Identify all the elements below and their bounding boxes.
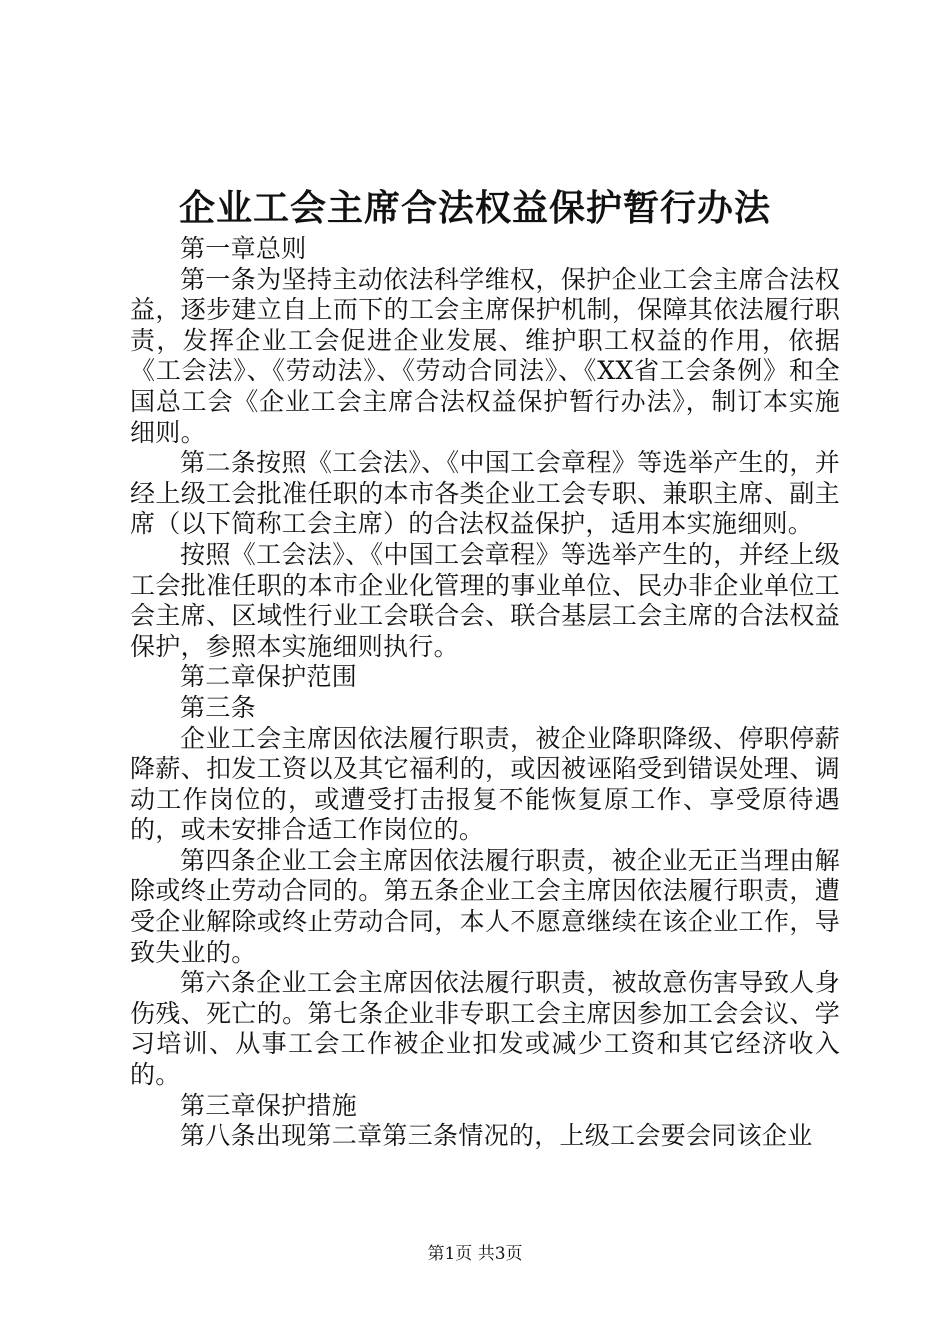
body-paragraph: 按照《工会法》、《中国工会章程》等选举产生的，并经上级工会批准任职的本市企业化管理的事业单位、民办非企业单位工会主席、区域性行业工会联合会、联合基层工会主席的合法权益保护，参照本实施细则执行。 [130,539,840,661]
page-footer: 第1页 共3页 [427,1244,523,1264]
body-paragraph: 第二条按照《工会法》、《中国工会章程》等选举产生的，并经上级工会批准任职的本市各类企业工会专职、兼职主席、副主席（以下简称工会主席）的合法权益保护，适用本实施细则。 [130,448,840,539]
document-body [130,234,840,1152]
article-heading: 第三条 [180,692,256,722]
body-paragraph: 第四条企业工会主席因依法履行职责，被企业无正当理由解除或终止劳动合同的。第五条企业工会主席因依法履行职责，遭受企业解除或终止劳动合同，本人不愿意继续在该企业工作，导致失业的。 [130,845,840,967]
body-paragraph: 第八条出现第二章第三条情况的，上级工会要会同该企业 [180,1121,813,1151]
chapter-heading: 第一章总则 [180,234,307,263]
chapter-heading: 第二章保护范围 [180,662,358,692]
document-title: 企业工会主席合法权益保护暂行办法 [178,187,771,229]
body-paragraph: 企业工会主席因依法履行职责，被企业降职降级、停职停薪降薪、扣发工资以及其它福利的，或因被诬陷受到错误处理、调动工作岗位的，或遭受打击报复不能恢复原工作、享受原待遇的，或未安排合适工作岗位的。 [130,723,840,845]
chapter-heading: 第三章保护措施 [180,1090,358,1120]
body-paragraph: 第六条企业工会主席因依法履行职责，被故意伤害导致人身伤残、死亡的。第七条企业非专职工会主席因参加工会会议、学习培训、从事工会工作被企业扣发或减少工资和其它经济收入的。 [130,968,840,1090]
body-paragraph: 第一条为坚持主动依法科学维权，保护企业工会主席合法权益，逐步建立自上而下的工会主席保护机制，保障其依法履行职责，发挥企业工会促进企业发展、维护职工权益的作用，依据《工会法》、《劳动法》、《劳动合同法》、《XX省工会条例》和全国总工会《企业工会主席合法权益保护暂行办法》，制订本实施细则。 [130,264,840,447]
